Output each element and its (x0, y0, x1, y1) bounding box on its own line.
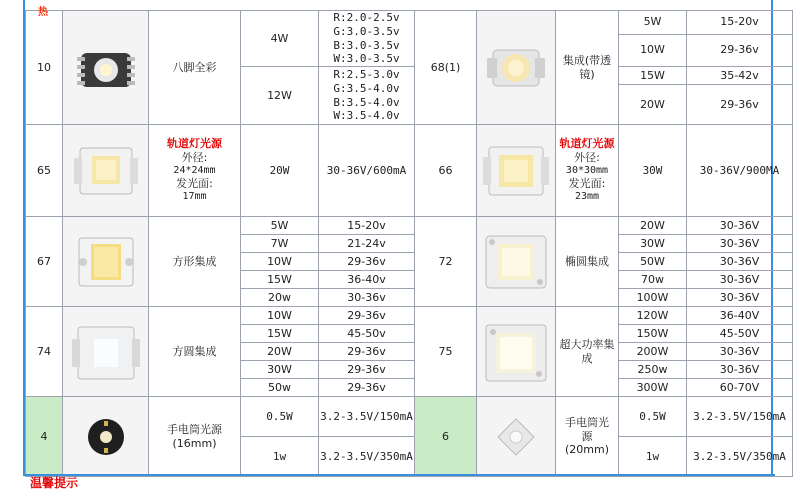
product-id: 66 (415, 125, 477, 217)
product-image (477, 307, 556, 397)
desc-line: 发光面: (176, 177, 213, 191)
product-image (63, 217, 149, 307)
name-line: (16mm) (172, 436, 217, 450)
voltage: 3.2-3.5V/150mA (319, 397, 415, 437)
voltage: 21-24v (319, 235, 415, 253)
flashlight-led-16mm-icon (76, 407, 136, 467)
wattage: 4W (241, 11, 319, 67)
voltage: 30-36V (687, 289, 793, 307)
wattage: 20w (241, 289, 319, 307)
table-row (26, 125, 793, 217)
product-id: 74 (26, 307, 63, 397)
desc-line: 30*30mm (565, 164, 609, 176)
wattage: 20W (619, 85, 687, 125)
name-line: 手电筒光 (565, 415, 609, 429)
wattage: 70w (619, 271, 687, 289)
product-id: 65 (26, 125, 63, 217)
product-image (63, 397, 149, 477)
wattage: 50W (619, 253, 687, 271)
voltage-green: G:3.5-4.0v (333, 81, 400, 95)
product-image (477, 125, 556, 217)
product-image (477, 217, 556, 307)
voltage-list (319, 11, 415, 67)
square-cob-led-icon (71, 226, 141, 298)
voltage: 45-50V (687, 325, 793, 343)
table-row (26, 11, 793, 35)
voltage-list (319, 67, 415, 125)
name-line: 手电筒光源 (167, 422, 222, 436)
desc-line: 17mm (182, 191, 207, 203)
voltage: 35-42v (687, 67, 793, 85)
table-row (26, 397, 793, 437)
voltage: 30-36V (687, 253, 793, 271)
product-desc (149, 125, 241, 217)
voltage: 3.2-3.5V/150mA (687, 397, 793, 437)
wattage: 30W (619, 125, 687, 217)
wattage: 30W (241, 361, 319, 379)
voltage: 15-20v (687, 11, 793, 35)
product-name: 集成(带透镜) (556, 11, 619, 125)
voltage-green: G:3.0-3.5v (333, 24, 400, 38)
voltage-red: R:2.5-3.0v (333, 68, 400, 81)
product-id: 72 (415, 217, 477, 307)
product-desc (556, 125, 619, 217)
voltage: 30-36V (687, 217, 793, 235)
voltage: 29-36v (687, 34, 793, 66)
voltage: 3.2-3.5V/350mA (687, 437, 793, 477)
wattage: 5W (619, 11, 687, 35)
table-row (26, 307, 793, 325)
voltage: 30-36V/600mA (319, 125, 415, 217)
product-id: 6 (415, 397, 477, 477)
wattage: 100W (619, 289, 687, 307)
voltage-blue: B:3.5-4.0v (333, 95, 400, 109)
voltage: 29-36v (319, 307, 415, 325)
wattage: 200W (619, 343, 687, 361)
wattage: 15W (241, 325, 319, 343)
voltage: 60-70V (687, 379, 793, 397)
product-name (149, 397, 241, 477)
wattage: 150W (619, 325, 687, 343)
bottom-divider (23, 474, 775, 476)
wattage: 10W (619, 34, 687, 66)
footer-tip: 温馨提示 (30, 476, 79, 490)
wattage: 15W (619, 67, 687, 85)
hot-badge: 热 (38, 7, 48, 18)
wattage: 7W (241, 235, 319, 253)
high-power-cob-led-icon (480, 313, 552, 391)
wattage: 1w (241, 437, 319, 477)
voltage-white: W:3.0-3.5v (333, 52, 400, 66)
wattage: 20W (241, 343, 319, 361)
voltage: 45-50v (319, 325, 415, 343)
desc-line: 24*24mm (173, 164, 216, 176)
product-image (63, 125, 149, 217)
product-name: 椭圆集成 (556, 217, 619, 307)
wattage: 0.5W (241, 397, 319, 437)
wattage: 20W (619, 217, 687, 235)
voltage: 30-36V (687, 271, 793, 289)
wattage: 30W (619, 235, 687, 253)
product-name: 超大功率集成 (556, 307, 619, 397)
wattage: 10W (241, 253, 319, 271)
table-row (26, 217, 793, 235)
wattage: 12W (241, 67, 319, 125)
desc-line: 外径: (181, 151, 208, 165)
voltage: 15-20v (319, 217, 415, 235)
wattage: 250w (619, 361, 687, 379)
product-id: 67 (26, 217, 63, 307)
voltage: 30-36V (687, 343, 793, 361)
product-name: 方圆集成 (149, 307, 241, 397)
track-light-title: 轨道灯光源 (167, 137, 222, 151)
rgb-led-8pin-icon (75, 39, 137, 97)
wattage: 1w (619, 437, 687, 477)
wattage: 15W (241, 271, 319, 289)
product-id: 75 (415, 307, 477, 397)
wattage: 300W (619, 379, 687, 397)
wattage: 10W (241, 307, 319, 325)
product-name: 方形集成 (149, 217, 241, 307)
voltage: 29-36v (319, 253, 415, 271)
track-light-cob-icon (481, 135, 551, 207)
wattage: 120W (619, 307, 687, 325)
product-id: 10 (26, 11, 63, 125)
flashlight-led-20mm-icon (486, 407, 546, 467)
round-square-cob-led-icon (70, 313, 142, 391)
voltage: 29-36v (687, 85, 793, 125)
voltage: 30-36v (319, 289, 415, 307)
product-id: 4 (26, 397, 63, 477)
product-name (556, 397, 619, 477)
product-id: 68(1) (415, 11, 477, 125)
desc-line: 发光面: (568, 177, 606, 191)
voltage: 30-36V (687, 361, 793, 379)
voltage: 36-40v (319, 271, 415, 289)
voltage: 36-40V (687, 307, 793, 325)
name-line: (20mm) (564, 443, 609, 457)
wattage: 20W (241, 125, 319, 217)
product-image (63, 11, 149, 125)
wattage: 50w (241, 379, 319, 397)
led-spec-table (25, 10, 793, 477)
voltage-white: W:3.5-4.0v (333, 109, 400, 123)
voltage: 30-36V (687, 235, 793, 253)
cob-lens-led-icon (483, 38, 549, 98)
product-name: 八脚全彩 (149, 11, 241, 125)
wattage: 0.5W (619, 397, 687, 437)
name-line: 源 (581, 429, 593, 443)
voltage: 29-36v (319, 343, 415, 361)
track-light-title: 轨道灯光源 (559, 137, 615, 151)
product-image (477, 397, 556, 477)
oval-cob-led-icon (480, 222, 552, 302)
voltage: 30-36V/900MA (687, 125, 793, 217)
voltage: 29-36v (319, 361, 415, 379)
voltage-blue: B:3.0-3.5v (333, 38, 400, 52)
product-image (63, 307, 149, 397)
voltage-red: R:2.0-2.5v (333, 11, 400, 24)
desc-line: 23mm (574, 191, 600, 203)
desc-line: 外径: (574, 151, 600, 165)
product-image (477, 11, 556, 125)
voltage: 29-36v (319, 379, 415, 397)
voltage: 3.2-3.5V/350mA (319, 437, 415, 477)
wattage: 5W (241, 217, 319, 235)
track-light-cob-icon (72, 136, 140, 206)
